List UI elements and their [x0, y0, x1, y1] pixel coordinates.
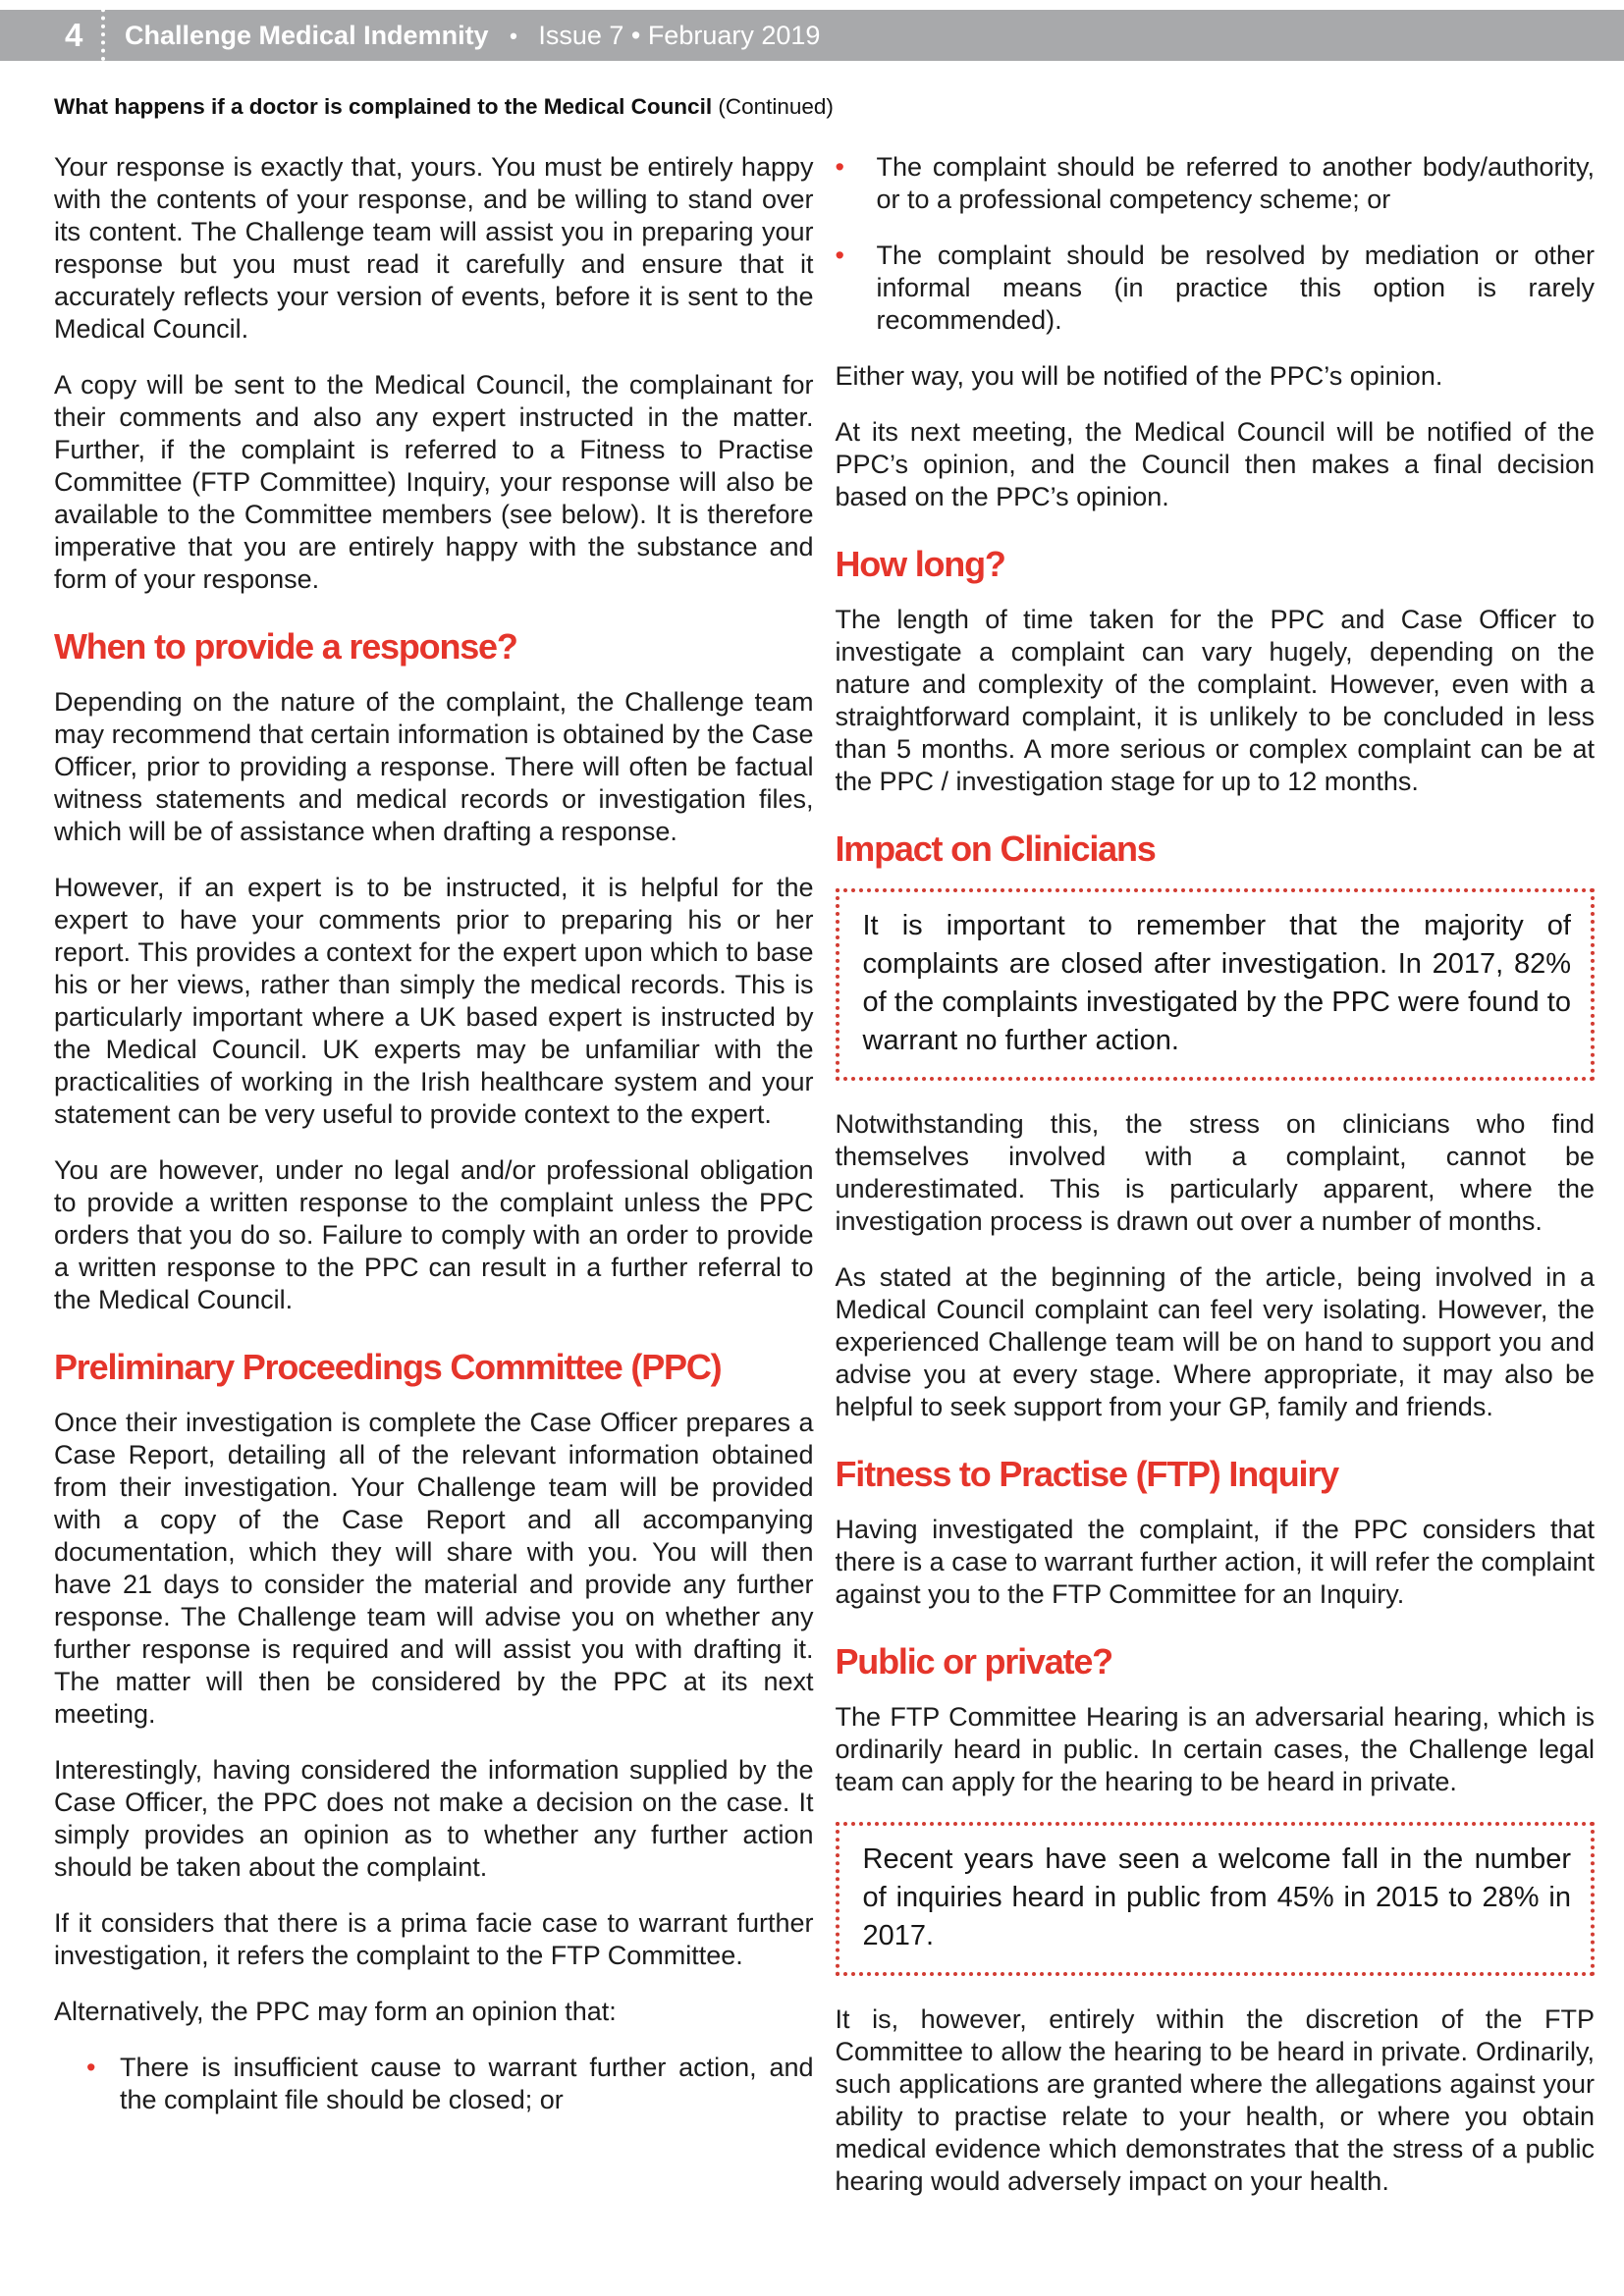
body-paragraph: A copy will be sent to the Medical Council, the complainant for their comments and also any expert instructed in the matter. Further, if the complaint is referred to a Fitness to Practise Committee (FTP Committee) Inquiry, your response will also be available to the Committee members (see below). It is therefore imperative that you are entirely happy with the substance and form of your response.	[54, 370, 814, 594]
body-paragraph: The FTP Committee Hearing is an adversarial hearing, which is ordinarily heard in public. In certain cases, the Challenge legal team can apply for the hearing to be heard in private.	[835, 1702, 1595, 1796]
body-paragraph: Notwithstanding this, the stress on clinicians who find themselves involved with a complaint, cannot be underestimated. This is particularly apparent, where the investigation process is drawn out over a number of months.	[835, 1109, 1595, 1236]
body-paragraph: It is, however, entirely within the discretion of the FTP Committee to allow the hearing to be heard in private. Ordinarily, such applications are granted where the allegations against your ability to practise relate to your health, or where you obtain medical evidence which demonstrates that the stress of a public hearing would adversely impact on your health.	[835, 2004, 1595, 2196]
body-paragraph: Depending on the nature of the complaint, the Challenge team may recommend that certain information is obtained by the Case Officer, prior to providing a response. There will often be factual witness statements and medical records or investigation files, which will be of assistance when drafting a response.	[54, 687, 814, 846]
right-column	[836, 151, 1596, 2221]
callout-text: It is important to remember that the majority of complaints are closed after investigation. In 2017, 82% of the complaints investigated by the PPC were found to warrant no further action.	[862, 910, 1571, 1056]
article-title: What happens if a doctor is complained to the Medical Council	[54, 94, 713, 119]
section-heading-when-to-provide-a-response: When to provide a response?	[54, 626, 517, 667]
body-paragraph: The length of time taken for the PPC and Case Officer to investigate a complaint can vary hugely, depending on the nature and complexity of the complaint. However, even with a straightforward complaint, it is unlikely to be concluded in less than 5 months. A more serious or complex complaint can be at the PPC / investigation stage for up to 12 months.	[835, 605, 1595, 796]
body-paragraph: However, if an expert is to be instructed, it is helpful for the expert to have your comments prior to preparing his or her report. This provides a context for the expert upon which to base his or her views, rather than simply the medical records. This is particularly important where a UK based expert is instructed by the Medical Council. UK experts may be unfamiliar with the practicalities of working in the Irish healthcare system and your statement can be very useful to provide context to the expert.	[54, 873, 814, 1129]
callout-box	[836, 888, 1596, 1081]
bullet-separator-icon: •	[510, 24, 517, 48]
bullet-item	[54, 2052, 814, 2116]
body-paragraph: Having investigated the complaint, if the PPC considers that there is a case to warrant further action, it will refer the complaint against you to the FTP Committee for an Inquiry.	[835, 1515, 1595, 1609]
section-heading-fitness-to-practise-inquiry: Fitness to Practise (FTP) Inquiry	[835, 1454, 1338, 1494]
callout-text: Recent years have seen a welcome fall in the number of inquiries heard in public from 45% in 2015 to 28% in 2017.	[862, 1843, 1571, 1951]
callout-box	[836, 1822, 1596, 1976]
bullet-text: The complaint should be resolved by mediation or other informal means (in practice this option is rarely recommended).	[876, 240, 1595, 335]
left-column	[54, 151, 814, 2221]
bullet-text: The complaint should be referred to another body/authority, or to a professional competency scheme; or	[876, 152, 1595, 214]
body-paragraph: You are however, under no legal and/or professional obligation to provide a written response to the complaint unless the PPC orders that you do so. Failure to comply with an order to provide a written response to the PPC can result in a further referral to the Medical Council.	[54, 1155, 814, 1314]
article-title-row	[54, 93, 1624, 121]
section-heading-public-or-private: Public or private?	[835, 1641, 1112, 1682]
header-dotted-divider-icon	[101, 0, 105, 61]
bullet-item	[836, 240, 1596, 337]
article-title-continued-label: (Continued)	[718, 94, 834, 119]
bullet-item	[836, 151, 1596, 216]
issue-info: Issue 7 • February 2019	[538, 21, 821, 50]
publication-name: Challenge Medical Indemnity	[125, 21, 489, 50]
page-header	[0, 0, 1624, 61]
section-heading-how-long: How long?	[835, 544, 1005, 584]
body-paragraph: Once their investigation is complete the Case Officer prepares a Case Report, detailing all of the relevant information obtained from their investigation. Your Challenge team will be provided with a copy of the Case Report and all accompanying documentation, which they will share with you. You will then have 21 days to consider the material and provide any further response. The Challenge team will advise you on whether any further response is required and will assist you with drafting it. The matter will then be considered by the PPC at its next meeting.	[54, 1408, 814, 1729]
body-paragraph: As stated at the beginning of the article, being involved in a Medical Council complaint can feel very isolating. However, the experienced Challenge team will be on hand to support you and advise you at every stage. Where appropriate, it may also be helpful to seek support from your GP, family and friends.	[835, 1262, 1595, 1421]
bullet-icon: •	[835, 240, 844, 270]
body-paragraph: Alternatively, the PPC may form an opinion that:	[54, 1997, 617, 2026]
section-heading-preliminary-proceedings-committee: Preliminary Proceedings Committee (PPC)	[54, 1347, 722, 1387]
article-columns	[0, 151, 1624, 2221]
section-heading-impact-on-clinicians: Impact on Clinicians	[835, 828, 1156, 869]
bullet-text: There is insufficient cause to warrant further action, and the complaint file should be closed; or	[120, 2053, 814, 2114]
body-paragraph: Either way, you will be notified of the PPC’s opinion.	[835, 361, 1443, 391]
body-paragraph: If it considers that there is a prima facie case to warrant further investigation, it refers the complaint to the FTP Committee.	[54, 1908, 814, 1970]
bullet-icon: •	[835, 152, 844, 182]
bullet-icon: •	[86, 2053, 96, 2082]
body-paragraph: Your response is exactly that, yours. You must be entirely happy with the contents of your response, and be willing to stand over its content. The Challenge team will assist you in preparing your response but you must read it carefully and ensure that it accurately reflects your version of events, before it is sent to the Medical Council.	[54, 152, 814, 344]
body-paragraph: Interestingly, having considered the information supplied by the Case Officer, the PPC does not make a decision on the case. It simply provides an opinion as to whether any further action should be taken about the complaint.	[54, 1755, 814, 1882]
page-number: 4	[65, 17, 83, 53]
header-brand-line	[125, 10, 820, 61]
body-paragraph: At its next meeting, the Medical Council will be notified of the PPC’s opinion, and the Council then makes a final decision based on the PPC’s opinion.	[835, 417, 1595, 511]
